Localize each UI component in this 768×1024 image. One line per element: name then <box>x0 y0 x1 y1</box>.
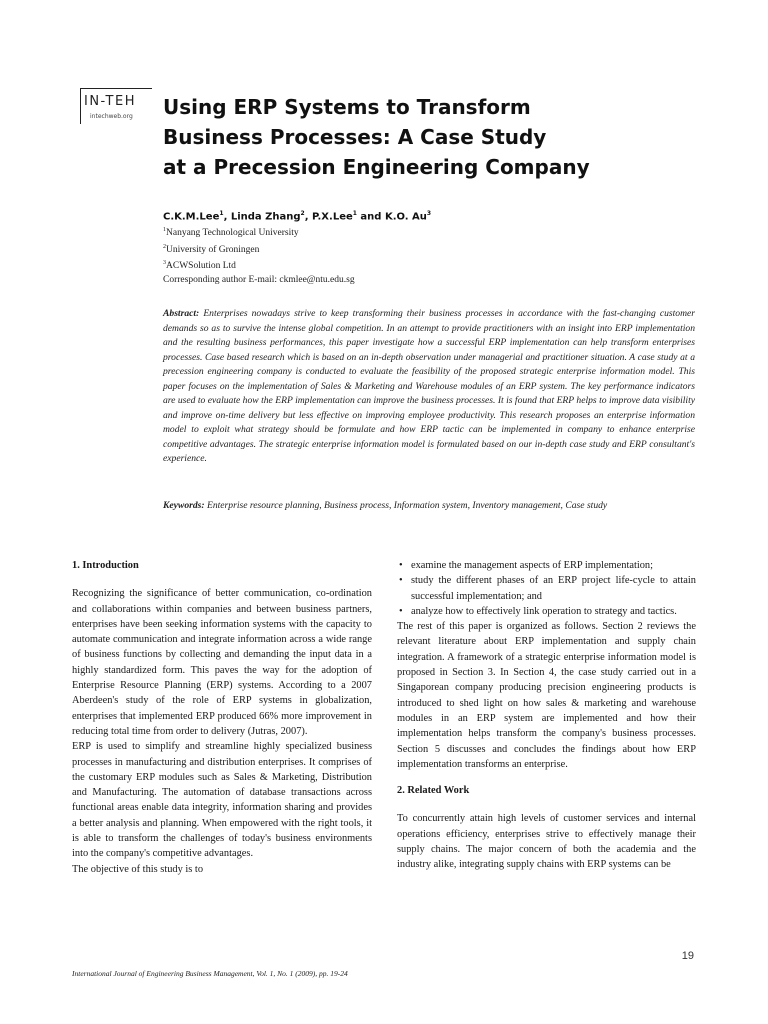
author-affil-mark: 1 <box>219 210 224 217</box>
affiliation-2 <box>163 241 355 258</box>
affil-mark: 3 <box>163 260 166 267</box>
author-name: and K.O. Au <box>356 211 427 223</box>
page-number: 19 <box>681 950 694 962</box>
author-affil-mark: 1 <box>352 210 357 217</box>
affiliation-1 <box>163 224 355 241</box>
outline-paragraph: The rest of this paper is organized as follows. Section 2 reviews the relevant literature about ERP implementation and supply chain integration. A framework of a strategic enterprise information model is proposed in Section 3. In Section 4, the case study carried out in a Singaporean company producing precision engineering products is introduced to shed light on how sales & marketing and warehouse modules in an ERP system are implemented and how their implementation helps transform the company's business processes. Section 5 discusses and concludes the findings about how ERP implementation transforms an enterprise. <box>397 621 696 770</box>
abstract <box>163 307 695 467</box>
keywords-text: Enterprise resource planning, Business process, Information system, Inventory management, Case study <box>204 500 608 511</box>
paper-title <box>163 92 723 182</box>
abstract-text: Enterprises nowadays strive to keep transforming their business processes in accordance with the fast-changing customer demands so as to survive the intense global competition. In an attempt to provide practitioners with an insight into ERP implementation and the resulting business performances, this paper investigate how a successful ERP implementation can help transform enterprises processes. Case based research which is based on an in-depth observation under managerial and practitioner situation. A case study at a precession engineering company is conducted to evaluate the feasibility of the proposed strategic enterprise information model. This paper focuses on the implementation of Sales & Marketing and Warehouse modules of an ERP system. The key performance indicators are used to evaluate how the ERP implementation can improve the business processes. It is found that ERP helps to improve data visibility and improve on-time delivery but less effective on improving employee productivity. This research proposes an enterprise information model to exploit what strategy should be formulate and how ERP tactic can be implemented in company to enhance enterprise competitive advantages. The strategic enterprise information model is formulated based on our in-depth case study and ERP consultant's experience. <box>163 308 695 464</box>
author-affil-mark: 2 <box>300 210 305 217</box>
title-line-3: at a Precession Engineering Company <box>163 155 590 179</box>
logo-name: IN-TEH <box>84 94 136 109</box>
section-heading-introduction: 1. Introduction <box>72 560 139 571</box>
title-line-1: Using ERP Systems to Transform <box>163 95 531 119</box>
right-column <box>397 558 696 873</box>
list-item: • analyze how to effectively link operation to strategy and tactics. <box>397 604 696 619</box>
logo-rule <box>80 88 152 89</box>
author-name: C.K.M.Lee <box>163 211 220 223</box>
publisher-logo <box>80 88 152 128</box>
affil-text: University of Groningen <box>166 244 260 255</box>
related-work-paragraph: To concurrently attain high levels of customer services and internal operations efficiency, enterprises strive to effectively manage their supply chains. The major concern of both the academia and the industry alike, integrating supply chains with ERP systems can be <box>397 813 696 871</box>
abstract-label: Abstract: <box>163 308 200 319</box>
logo-subtitle: intechweb.org <box>90 113 133 120</box>
affiliation-3 <box>163 257 355 274</box>
author-affil-mark: 3 <box>426 210 432 217</box>
author-list <box>163 210 431 222</box>
affil-mark: 1 <box>163 227 166 233</box>
author-name: , Linda Zhang <box>223 211 301 223</box>
logo-side-rule <box>80 88 81 124</box>
keywords-label: Keywords: <box>163 500 205 511</box>
author-name: , P.X.Lee <box>304 211 353 223</box>
intro-paragraph-1: Recognizing the significance of better communication, co-ordination and collaborations within companies and between business partners, enterprises have been seeking information systems with the capacity to automate communication and integrate information across a wide range of business functions by collecting and demanding the input data in a highly standardized form. This paves the way for the adoption of Enterprise Resource Planning (ERP) systems. According to a 2007 Aberdeen's study of the role of ERP systems in globalization, enterprises that implemented ERP produced 66% more improvement in reducing total time from order to delivery (Jutras, 2007). <box>72 588 372 737</box>
section-heading-related-work: 2. Related Work <box>397 785 470 797</box>
corresponding-author: Corresponding author E-mail: ckmlee@ntu.edu.sg <box>163 274 355 285</box>
journal-footer: International Journal of Engineering Business Management, Vol. 1, No. 1 (2009), pp. 19-24 <box>72 969 348 978</box>
affil-text: Nanyang Technological University <box>166 228 299 239</box>
title-line-2: Business Processes: A Case Study <box>163 125 547 149</box>
affil-text: ACWSolution Ltd <box>166 261 236 272</box>
affil-mark: 2 <box>163 243 166 250</box>
list-item: • study the different phases of an ERP project life-cycle to attain successful implementation; and <box>397 573 696 604</box>
left-column <box>72 558 372 877</box>
intro-paragraph-3: The objective of this study is to <box>72 863 204 875</box>
intro-paragraph-2: ERP is used to simplify and streamline highly specialized business processes in manufacturing and distribution enterprises. It comprises of the customary ERP modules such as Sales & Marketing, Distribution and Manufacturing. The automation of database transactions across functional areas enable data integrity, information sharing and provides a better analysis and planning. When empowered with the right tools, it is able to transform the challenges of today's business environments into the company's competitive advantages. <box>72 741 372 860</box>
list-item: • examine the management aspects of ERP implementation; <box>397 558 696 573</box>
objective-list <box>397 558 696 619</box>
keywords <box>163 499 695 514</box>
affiliations <box>163 224 355 287</box>
